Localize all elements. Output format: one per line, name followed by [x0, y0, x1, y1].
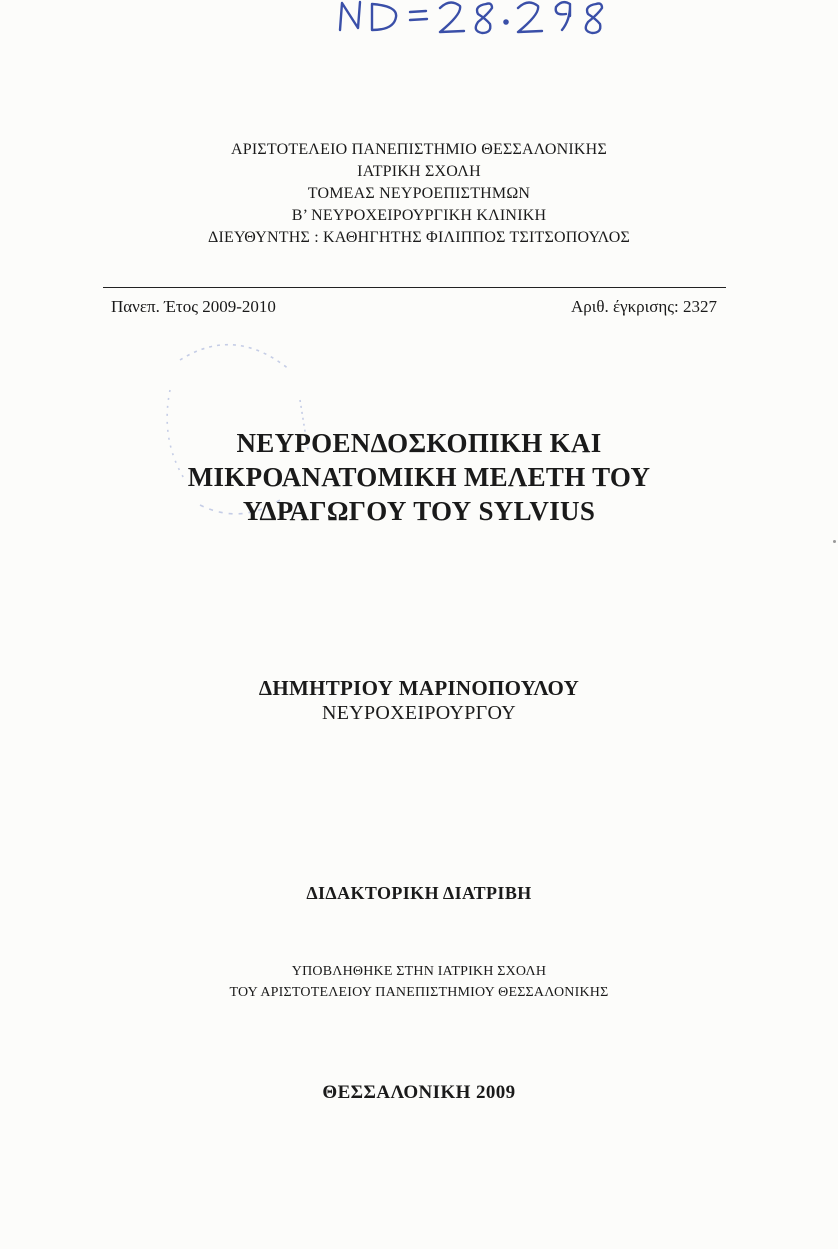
scan-artifact [833, 540, 836, 543]
title-line-1: ΝΕΥΡΟΕΝΔΟΣΚΟΠΙΚΗ ΚΑΙ [236, 428, 602, 458]
submission-line-2: ΤΟΥ ΑΡΙΣΤΟΤΕΛΕΙΟΥ ΠΑΝΕΠΙΣΤΗΜΙΟΥ ΘΕΣΣΑΛΟΝΙΚΗΣ [229, 985, 609, 1000]
academic-year: Πανεπ. Έτος 2009-2010 [111, 297, 276, 316]
thesis-type: ΔΙΔΑΚΤΟΡΙΚΗ ΔΙΑΤΡΙΒΗ [306, 883, 532, 903]
university-name: ΑΡΙΣΤΟΤΕΛΕΙΟ ΠΑΝΕΠΙΣΤΗΜΙΟ ΘΕΣΣΑΛΟΝΙΚΗΣ [231, 141, 607, 158]
handwritten-annotation [300, 0, 640, 40]
submission-statement [0, 961, 838, 1003]
author-name: ΔΗΜΗΤΡΙΟΥ ΜΑΡΙΝΟΠΟΥΛΟΥ [258, 676, 580, 700]
title-line-3: ΥΔΡΑΓΩΓΟΥ ΤΟΥ SYLVIUS [242, 496, 596, 526]
clinic-name: Β’ ΝΕΥΡΟΧΕΙΡΟΥΡΓΙΚΗ ΚΛΙΝΙΚΗ [291, 207, 547, 224]
department-name: ΤΟΜΕΑΣ ΝΕΥΡΟΕΠΙΣΤΗΜΩΝ [307, 185, 531, 202]
author-role: ΝΕΥΡΟΧΕΙΡΟΥΡΓΟΥ [321, 702, 517, 724]
institution-header [0, 139, 838, 249]
thesis-title [0, 426, 838, 528]
header-divider [103, 287, 726, 288]
title-line-2: ΜΙΚΡΟΑΝΑΤΟΜΙΚΗ ΜΕΛΕΤΗ ΤΟΥ [187, 462, 651, 492]
approval-number: Αριθ. έγκρισης: 2327 [570, 297, 717, 316]
school-name: ΙΑΤΡΙΚΗ ΣΧΟΛΗ [357, 163, 481, 180]
place-year: ΘΕΣΣΑΛΟΝΙΚΗ 2009 [322, 1082, 516, 1103]
submission-line-1: ΥΠΟΒΛΗΘΗΚΕ ΣΤΗΝ ΙΑΤΡΙΚΗ ΣΧΟΛΗ [291, 964, 547, 979]
director-line: ΔΙΕΥΘΥΝΤΗΣ : ΚΑΘΗΓΗΤΗΣ ΦΙΛΙΠΠΟΣ ΤΣΙΤΣΟΠΟΥΛΟΣ [207, 229, 631, 246]
